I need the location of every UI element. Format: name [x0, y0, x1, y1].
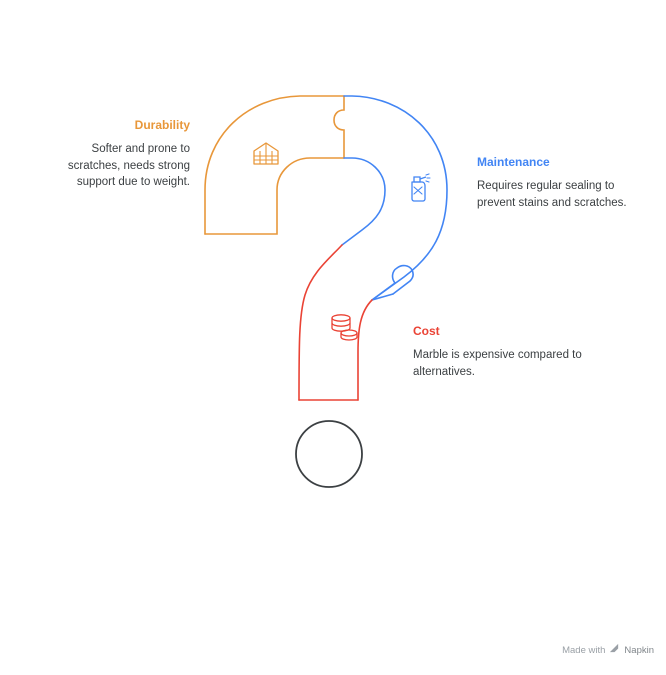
- branch-title-maintenance: Maintenance: [477, 155, 550, 169]
- branch-body-maintenance: Requires regular sealing to prevent stains and scratches.: [477, 180, 627, 209]
- spray-bottle-icon: [402, 172, 434, 209]
- question-mark-dot: [296, 421, 362, 487]
- branch-title-cost: Cost: [413, 324, 440, 338]
- branch-body-cost: Marble is expensive compared to alternatives.: [413, 349, 582, 378]
- branch-label-cost: [413, 324, 593, 380]
- napkin-logo-icon: [609, 643, 620, 657]
- greenhouse-icon: [250, 138, 282, 175]
- branch-label-maintenance: [477, 155, 637, 211]
- made-with-label: Made with: [562, 644, 606, 656]
- branch-body-durability: Softer and prone to scratches, needs strong support due to weight.: [67, 143, 190, 188]
- napkin-brand-label: Napkin: [624, 644, 654, 656]
- branch-label-durability: [60, 118, 190, 191]
- coin-stack-icon: [327, 310, 361, 349]
- branch-title-durability: Durability: [134, 118, 190, 132]
- made-with-napkin-credit: [562, 643, 654, 657]
